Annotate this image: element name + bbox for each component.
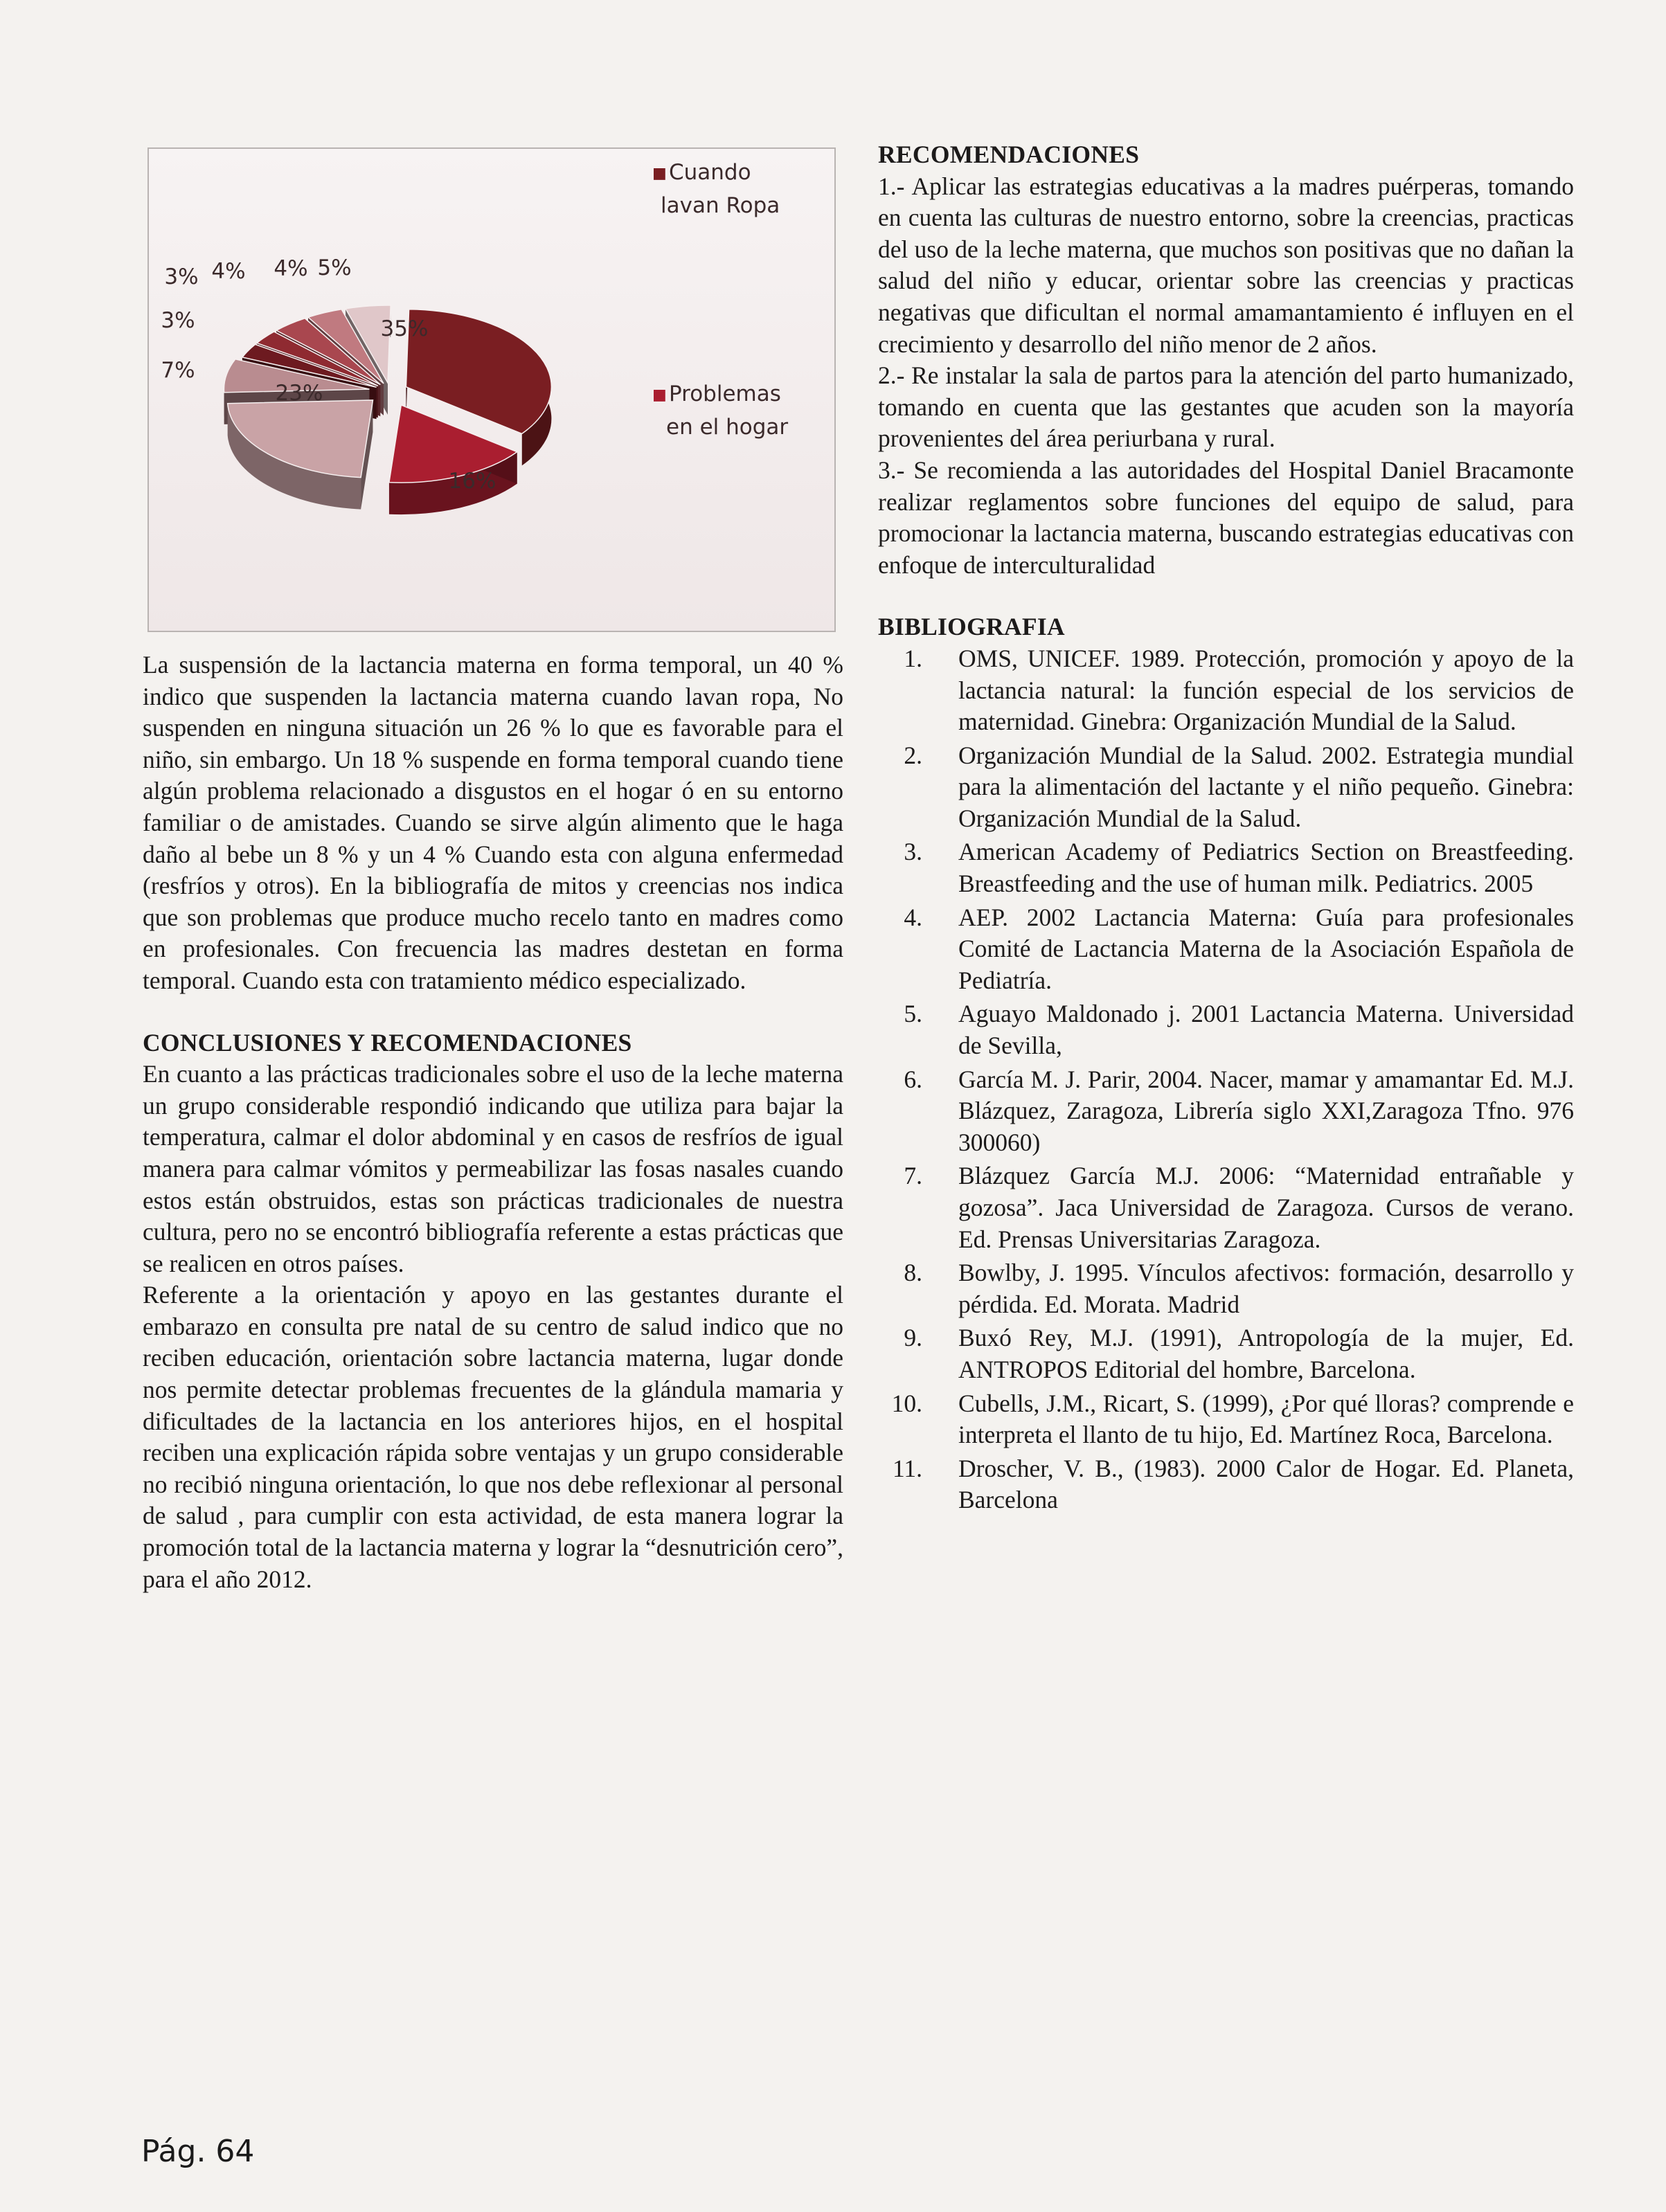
bibliography-item	[878, 902, 1574, 997]
bibliography-number: 6.	[904, 1065, 922, 1093]
pie-slice-label: 23%	[275, 381, 323, 406]
bibliography-item	[878, 740, 1574, 835]
left-column	[143, 649, 843, 1595]
conclusions-heading: CONCLUSIONES Y RECOMENDACIONES	[143, 1028, 632, 1056]
bibliography-number: 10.	[891, 1389, 922, 1417]
legend-label-line-1: Problemas	[669, 381, 781, 406]
bibliography-item	[878, 1160, 1574, 1255]
legend-label-line-1: Cuando	[669, 160, 751, 185]
bibliography-text: OMS, UNICEF. 1989. Protección, promoción y apoyo de la lactancia natural: la función especial de los servicios de maternidad. Ginebra: Organización Mundial de la Salud.	[958, 644, 1574, 736]
legend-marker: ■	[652, 386, 667, 404]
bibliography-text: Organización Mundial de la Salud. 2002. Estrategia mundial para la alimentación del lactante y el niño pequeño. Ginebra: Organización Mundial de la Salud.	[958, 741, 1574, 832]
bibliography-number: 7.	[904, 1162, 922, 1190]
pie-chart-figure	[147, 147, 836, 632]
page-number: Pág. 64	[141, 2134, 255, 2169]
bibliography-item	[878, 836, 1574, 899]
conclusions-paragraph-2: Referente a la orientación y apoyo en las gestantes durante el embarazo en consulta pre natal de su centro de salud indico que no reciben educación, orientación sobre lactancia materna, lugar donde nos permite detectar problemas frecuentes de la glándula mamaria y dificultades de la lactancia en los anteriores hijos, en el hospital reciben una explicación rápida sobre ventajas y un grupo considerable no recibió ninguna orientación, lo que nos debe reflexionar al personal de salud , para cumplir con esta actividad, de esta manera lograr la promoción total de la lactancia materna y lograr la “desnutrición cero”, para el año 2012.	[143, 1281, 843, 1593]
bibliography-item	[878, 1388, 1574, 1451]
bibliography-item	[878, 1453, 1574, 1516]
conclusions-paragraph-1: En cuanto a las prácticas tradicionales sobre el uso de la leche materna un grupo considerable respondió indicando que utiliza para bajar la temperatura, calmar el dolor abdominal y en casos de resfríos de igual manera para calmar vómitos y permeabilizar las fosas nasales cuando estos están obstruidos, estas son prácticas tradicionales de nuestra cultura, pero no se encontró bibliografía referente a estas prácticas que se realicen en otros países.	[143, 1060, 843, 1277]
bibliography-item	[878, 1257, 1574, 1320]
bibliography-item	[878, 1064, 1574, 1159]
results-paragraph: La suspensión de la lactancia materna en forma temporal, un 40 % indico que suspenden la lactancia materna cuando lavan ropa, No suspenden en ninguna situación un 26 % lo que es favorable para el niño, sin embargo. Un 18 % suspende en forma temporal cuando tiene algún problema relacionado a disgustos en el hogar ó en su entorno familiar o de amistades. Cuando se sirve algún alimento que le haga daño al bebe un 8 % y un 4 % Cuando esta con alguna enfermedad (resfríos y otros). En la bibliografía de mitos y creencias nos indica que son problemas que produce mucho recelo tanto en madres como en profesionales. Con frecuencia las madres destetan en forma temporal. Cuando esta con tratamiento médico especializado.	[143, 651, 843, 994]
bibliography-text: Blázquez García M.J. 2006: “Maternidad entrañable y gozosa”. Jaca Universidad de Zaragoza. Cursos de verano. Ed. Prensas Universitarias Zaragoza.	[958, 1162, 1574, 1253]
bibliography-text: American Academy of Pediatrics Section on Breastfeeding. Breastfeeding and the use of human milk. Pediatrics. 2005	[958, 838, 1574, 898]
pie-slice-label: 3%	[164, 264, 199, 289]
recommendations-heading: RECOMENDACIONES	[878, 141, 1140, 168]
pie-slice-label: 35%	[380, 316, 429, 341]
bibliography-number: 8.	[904, 1259, 922, 1287]
bibliography-heading: BIBLIOGRAFIA	[878, 613, 1065, 641]
pie-slice-label: 4%	[274, 256, 308, 281]
bibliography-list	[878, 643, 1574, 1516]
bibliography-number: 1.	[904, 644, 922, 672]
bibliography-item	[878, 998, 1574, 1061]
bibliography-text: Aguayo Maldonado j. 2001 Lactancia Materna. Universidad de Sevilla,	[958, 1000, 1574, 1060]
pie-chart	[149, 149, 834, 631]
bibliography-text: Buxó Rey, M.J. (1991), Antropología de la mujer, Ed. ANTROPOS Editorial del hombre, Barcelona.	[958, 1324, 1574, 1383]
right-column	[878, 139, 1574, 1518]
bibliography-number: 4.	[904, 903, 922, 931]
bibliography-item	[878, 1322, 1574, 1385]
bibliography-text: Bowlby, J. 1995. Vínculos afectivos: formación, desarrollo y pérdida. Ed. Morata. Madrid	[958, 1259, 1574, 1318]
bibliography-number: 3.	[904, 838, 922, 866]
recommendation-1: 1.- Aplicar las estrategias educativas a la madres puérperas, tomando en cuenta las culturas de nuestro entorno, sobre la creencias, practicas del uso de la leche materna, que muchos son positivas que no dañan la salud del niño y educar, orientar sobre las creencias y practicas negativas que dificultan el normal amamantamiento é influyen en el crecimiento y desarrollo del niño menor de 2 años.	[878, 172, 1574, 358]
pie-slice-label: 16%	[448, 469, 496, 494]
pie-slice-label: 3%	[161, 308, 195, 333]
recommendation-2: 2.- Re instalar la sala de partos para la atención del parto humanizado, tomando en cuenta que las gestantes que acuden son la mayoría provenientes del área periurbana y rural.	[878, 361, 1574, 453]
bibliography-number: 9.	[904, 1324, 922, 1352]
pie-slice-label: 5%	[317, 255, 352, 280]
bibliography-text: AEP. 2002 Lactancia Materna: Guía para profesionales Comité de Lactancia Materna de la Asociación Española de Pediatría.	[958, 903, 1574, 994]
bibliography-number: 11.	[892, 1454, 922, 1482]
recommendation-3: 3.- Se recomienda a las autoridades del Hospital Daniel Bracamonte realizar reglamentos sobre funciones del equipo de salud, para promocionar la lactancia materna, buscando estrategias educativas con enfoque de interculturalidad	[878, 456, 1574, 579]
bibliography-number: 2.	[904, 741, 922, 769]
bibliography-text: García M. J. Parir, 2004. Nacer, mamar y amamantar Ed. M.J. Blázquez, Zaragoza, Librería siglo XXI,Zaragoza Tfno. 976 300060)	[958, 1065, 1574, 1156]
bibliography-item	[878, 643, 1574, 738]
legend-label-line-2: en el hogar	[666, 415, 789, 440]
pie-slice-label: 4%	[211, 259, 246, 284]
bibliography-number: 5.	[904, 1000, 922, 1028]
bibliography-text: Cubells, J.M., Ricart, S. (1999), ¿Por qué lloras? comprende e interpreta el llanto de tu hijo, Ed. Martínez Roca, Barcelona.	[958, 1389, 1574, 1449]
bibliography-text: Droscher, V. B., (1983). 2000 Calor de Hogar. Ed. Planeta, Barcelona	[958, 1454, 1574, 1514]
pie-slice-label: 7%	[161, 358, 195, 383]
legend-marker: ■	[652, 165, 667, 182]
legend-label-line-2: lavan Ropa	[661, 193, 780, 218]
